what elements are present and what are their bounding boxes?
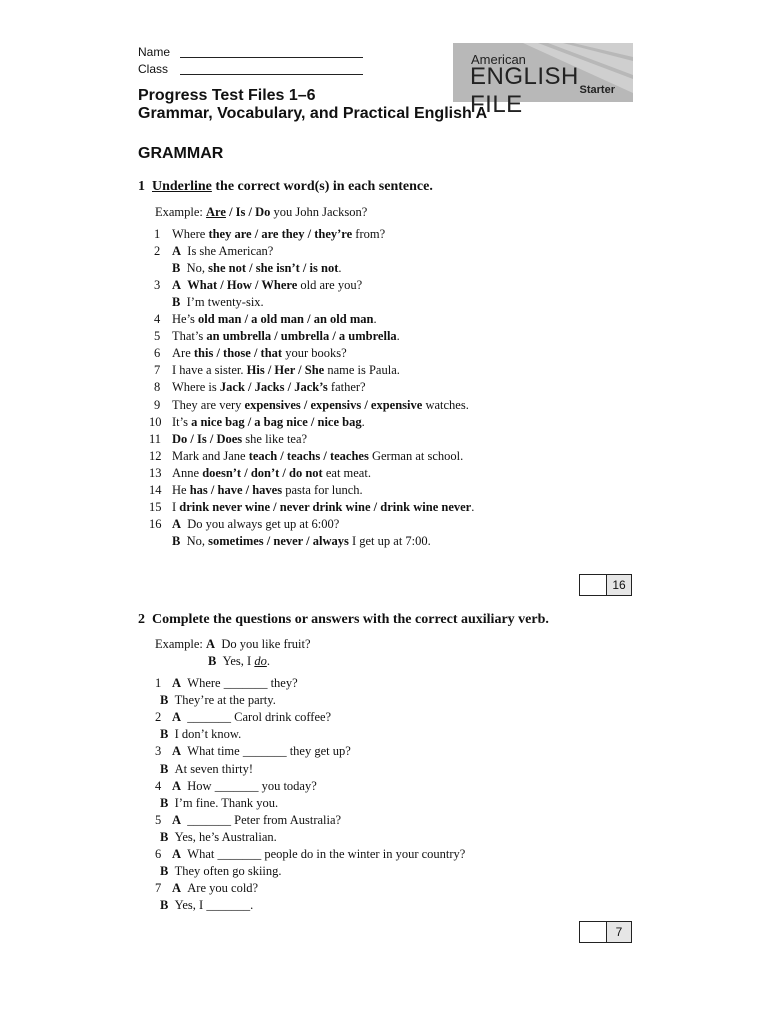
answer-options[interactable]: a nice bag / a bag nice / nice bag — [191, 415, 362, 429]
answer-options[interactable]: teach / teachs / teaches — [248, 449, 369, 463]
sentence-text: I — [172, 500, 180, 514]
q1-item-text — [172, 466, 371, 481]
speaker-label: B — [172, 295, 181, 309]
q2-item-text — [172, 881, 258, 896]
q1-item-text — [172, 312, 377, 327]
sentence-text: Where — [172, 227, 209, 241]
answer-options[interactable]: old man / a old man / an old man — [198, 312, 374, 326]
sentence-text: He — [172, 483, 190, 497]
example-b-end: . — [266, 654, 270, 668]
dialogue-text: Yes, he’s Australian. — [174, 830, 277, 844]
q2-item-text — [160, 898, 253, 913]
sentence-text: . — [338, 261, 342, 275]
q1-score-box[interactable] — [579, 574, 632, 596]
q1-item-text — [172, 415, 365, 430]
q1-item-text — [172, 261, 341, 276]
q2-instruction: Complete the questions or answers with the correct auxiliary verb. — [152, 612, 549, 627]
q2-item-text — [172, 676, 298, 691]
sentence-text: . — [373, 312, 377, 326]
speaker-label: A — [172, 676, 182, 690]
q2-example-a — [155, 637, 311, 652]
q1-item-text — [172, 295, 264, 310]
speaker-label: B — [160, 830, 169, 844]
speaker-label: A — [172, 710, 182, 724]
q2-item-number: 4 — [155, 779, 162, 793]
q1-item-text — [172, 227, 385, 242]
sentence-text: It’s — [172, 415, 192, 429]
q1-instruction: the correct word(s) in each sentence. — [211, 179, 433, 194]
q1-item-text — [172, 449, 463, 464]
sentence-text: . — [471, 500, 475, 514]
answer-options[interactable]: What / How / Where — [187, 278, 298, 292]
q2-item-number: 2 — [155, 710, 162, 724]
q2-heading — [138, 612, 549, 628]
q1-item-number: 2 — [154, 244, 161, 258]
q1-item-number: 15 — [149, 500, 162, 514]
example-a-text: Do you like fruit? — [221, 637, 311, 651]
dialogue-text: What _______ people do in the winter in your country? — [187, 847, 466, 861]
answer-options[interactable]: drink never wine / never drink wine / drink wine never — [179, 500, 472, 514]
q2-item-number: 7 — [155, 881, 162, 895]
q2-item-text — [172, 779, 317, 794]
sentence-text: German at school. — [368, 449, 464, 463]
sentence-text: from? — [352, 227, 386, 241]
speaker-a: A — [206, 637, 216, 651]
q1-item-text — [172, 363, 400, 378]
q1-score-input[interactable] — [580, 575, 607, 595]
q2-item-number: 5 — [155, 813, 162, 827]
american-english-file-logo — [453, 43, 633, 118]
q2-score-box[interactable] — [579, 921, 632, 943]
page-subtitle: Grammar, Vocabulary, and Practical English A — [138, 105, 488, 122]
speaker-label: B — [172, 261, 181, 275]
q2-item-number: 1 — [155, 676, 162, 690]
q1-item-number: 1 — [154, 227, 161, 241]
sentence-text: pasta for lunch. — [282, 483, 363, 497]
sentence-text: No, — [186, 534, 209, 548]
speaker-label: A — [172, 744, 182, 758]
q1-example — [155, 205, 367, 220]
answer-options[interactable]: an umbrella / umbrella / a umbrella — [206, 329, 397, 343]
q1-item-number: 8 — [154, 380, 161, 394]
speaker-label: A — [172, 779, 182, 793]
q1-item-number: 14 — [149, 483, 162, 497]
dialogue-text: What time _______ they get up? — [187, 744, 351, 758]
answer-options[interactable]: she not / she isn’t / is not — [208, 261, 339, 275]
q1-item-text — [172, 483, 363, 498]
q1-item-number: 12 — [149, 449, 162, 463]
example-answer: Are — [206, 205, 226, 219]
dialogue-text: They often go skiing. — [174, 864, 282, 878]
sentence-text: name is Paula. — [324, 363, 400, 377]
speaker-label: B — [160, 796, 169, 810]
example-options: / Is / Do — [225, 205, 271, 219]
speaker-b: B — [208, 654, 217, 668]
example-rest: you John Jackson? — [270, 205, 368, 219]
speaker-label: A — [172, 244, 182, 258]
example-b-answer: do — [254, 654, 267, 668]
dialogue-text: Yes, I _______. — [174, 898, 254, 912]
q1-item-text — [172, 329, 400, 344]
class-label: Class — [138, 62, 169, 76]
name-label: Name — [138, 45, 171, 59]
dialogue-text: _______ Carol drink coffee? — [187, 710, 332, 724]
speaker-label: A — [172, 517, 182, 531]
dialogue-text: Are you cold? — [187, 881, 259, 895]
speaker-label: B — [160, 727, 169, 741]
dialogue-text: How _______ you today? — [187, 779, 317, 793]
q1-instruction-underlined: Underline — [152, 179, 212, 194]
sentence-text: she like tea? — [242, 432, 308, 446]
answer-options[interactable]: expensives / expensivs / expensive — [244, 398, 423, 412]
logo-line1: American — [471, 52, 526, 67]
q1-item-number: 4 — [154, 312, 161, 326]
dialogue-text: They’re at the party. — [174, 693, 276, 707]
q1-item-text — [172, 244, 273, 259]
q1-item-number: 5 — [154, 329, 161, 343]
answer-options[interactable]: Do / Is / Does — [172, 432, 243, 446]
speaker-label: B — [160, 898, 169, 912]
answer-options[interactable]: His / Her / She — [246, 363, 325, 377]
q2-score-total: 7 — [607, 922, 631, 942]
sentence-text: . — [361, 415, 365, 429]
q2-item-number: 6 — [155, 847, 162, 861]
sentence-text: Mark and Jane — [172, 449, 249, 463]
q2-item-text — [172, 847, 465, 862]
answer-options[interactable]: has / have / haves — [189, 483, 283, 497]
q1-item-number: 10 — [149, 415, 162, 429]
q2-score-input[interactable] — [580, 922, 607, 942]
example-label: Example: — [155, 637, 207, 651]
q1-item-number: 13 — [149, 466, 162, 480]
q1-number: 1 — [138, 179, 145, 194]
q2-item-text — [160, 727, 241, 742]
page-title: Progress Test Files 1–6 — [138, 87, 316, 104]
q1-item-text — [172, 517, 339, 532]
sentence-text: old are you? — [297, 278, 363, 292]
q2-item-text — [172, 813, 341, 828]
answer-options[interactable]: doesn’t / don’t / do not — [202, 466, 323, 480]
sentence-text: Where is — [172, 380, 220, 394]
example-b-text: Yes, I — [222, 654, 255, 668]
q2-item-number: 3 — [155, 744, 162, 758]
sentence-text: Are — [172, 346, 194, 360]
q1-item-number: 6 — [154, 346, 161, 360]
dialogue-text: I’m fine. Thank you. — [174, 796, 279, 810]
logo-line2: ENGLISH FILE — [470, 63, 579, 118]
q1-item-number: 9 — [154, 398, 161, 412]
speaker-label: B — [160, 762, 169, 776]
q2-item-text — [160, 693, 276, 708]
sentence-text: No, — [186, 261, 209, 275]
sentence-text: I have a sister. — [172, 363, 247, 377]
section-title: GRAMMAR — [138, 145, 224, 162]
q1-heading — [138, 179, 433, 195]
dialogue-text: _______ Peter from Australia? — [187, 813, 342, 827]
answer-options[interactable]: this / those / that — [193, 346, 283, 360]
q1-item-text — [172, 278, 362, 293]
q2-item-text — [160, 864, 282, 879]
class-field-line[interactable] — [180, 74, 363, 75]
sentence-text: Do you always get up at 6:00? — [187, 517, 340, 531]
sentence-text: I get up at 7:00. — [348, 534, 431, 548]
q2-item-text — [160, 796, 278, 811]
dialogue-text: Where _______ they? — [187, 676, 298, 690]
answer-options[interactable]: sometimes / never / always — [208, 534, 349, 548]
q1-score-total: 16 — [607, 575, 631, 595]
q2-item-text — [172, 710, 331, 725]
speaker-label: A — [172, 881, 182, 895]
sentence-text: I’m twenty-six. — [186, 295, 264, 309]
sentence-text: They are very — [172, 398, 245, 412]
q1-item-text — [172, 432, 307, 447]
q1-item-text — [172, 398, 469, 413]
speaker-label: A — [172, 278, 182, 292]
q2-item-text — [160, 762, 253, 777]
dialogue-text: I don’t know. — [174, 727, 242, 741]
logo-line3: Starter — [579, 84, 615, 96]
answer-options[interactable]: they are / are they / they’re — [208, 227, 353, 241]
q1-item-text — [172, 346, 347, 361]
speaker-label: B — [172, 534, 181, 548]
sentence-text: your books? — [282, 346, 347, 360]
q1-item-number: 3 — [154, 278, 161, 292]
q1-item-number: 16 — [149, 517, 162, 531]
speaker-label: A — [172, 847, 182, 861]
speaker-label: B — [160, 864, 169, 878]
sentence-text: Anne — [172, 466, 203, 480]
dialogue-text: At seven thirty! — [174, 762, 254, 776]
q2-example-b — [208, 654, 270, 669]
q2-item-text — [160, 830, 277, 845]
example-label: Example: — [155, 205, 207, 219]
sentence-text: That’s — [172, 329, 207, 343]
q1-item-text — [172, 500, 474, 515]
speaker-label: A — [172, 813, 182, 827]
sentence-text: He’s — [172, 312, 199, 326]
q1-item-text — [172, 380, 366, 395]
sentence-text: watches. — [422, 398, 469, 412]
q1-item-text — [172, 534, 431, 549]
sentence-text: . — [396, 329, 400, 343]
q2-item-text — [172, 744, 351, 759]
q1-item-number: 11 — [149, 432, 162, 446]
sentence-text: eat meat. — [322, 466, 371, 480]
sentence-text: Is she American? — [187, 244, 274, 258]
speaker-label: B — [160, 693, 169, 707]
name-field-line[interactable] — [180, 57, 363, 58]
answer-options[interactable]: Jack / Jacks / Jack’s — [219, 380, 328, 394]
q1-item-number: 7 — [154, 363, 161, 377]
q2-number: 2 — [138, 612, 145, 627]
sentence-text: father? — [327, 380, 366, 394]
